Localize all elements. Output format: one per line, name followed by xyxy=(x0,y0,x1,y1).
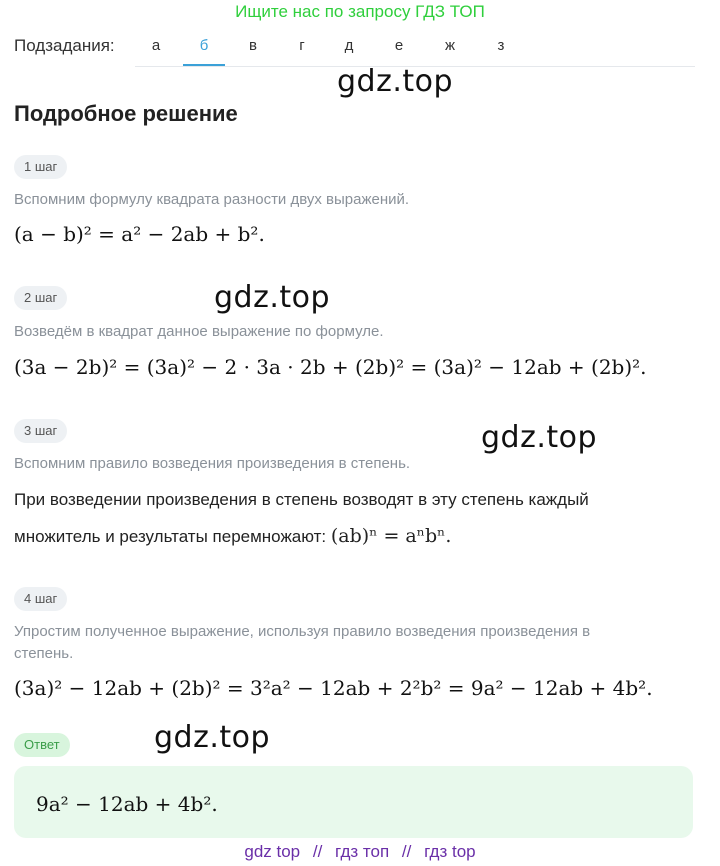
tab-v[interactable]: в xyxy=(249,37,257,54)
step-hint-line1: Упростим полученное выражение, используя правило возведения произведения в xyxy=(14,623,591,640)
tab-b[interactable]: б xyxy=(183,30,225,66)
step-formula: (3a)² − 12ab + (2b)² = 3²a² − 12ab + 2²b² = 9a² − 12ab + 4b². xyxy=(14,676,653,700)
answer-formula: 9a² − 12ab + 4b². xyxy=(36,792,218,816)
tab-a[interactable]: а xyxy=(151,37,161,54)
subtasks-label: Подзадания: xyxy=(14,36,115,55)
step-badge: 3 шаг xyxy=(14,419,67,443)
subtasks-tabs xyxy=(135,30,695,67)
tab-z[interactable]: з xyxy=(497,37,505,54)
step-hint: Возведём в квадрат данное выражение по формуле. xyxy=(14,323,384,340)
step-hint: Вспомним правило возведения произведения в степень. xyxy=(14,455,411,472)
step-badge: 1 шаг xyxy=(14,155,67,179)
step-hint: Вспомним формулу квадрата разности двух выражений. xyxy=(14,191,410,208)
search-promo-banner: Ищите нас по запросу ГДЗ ТОП xyxy=(235,2,485,21)
tab-g[interactable]: г xyxy=(299,37,305,54)
tab-e[interactable]: е xyxy=(394,37,404,54)
step-badge: 2 шаг xyxy=(14,286,67,310)
link-gdz-top-cyrillic[interactable]: гдз топ xyxy=(335,842,390,861)
rule-formula: (ab)ⁿ = aⁿbⁿ. xyxy=(330,525,452,547)
separator: // xyxy=(401,842,412,861)
rule-text-line1: При возведении произведения в степень возводят в эту степень каждый xyxy=(14,490,589,509)
step-badge: 4 шаг xyxy=(14,587,67,611)
section-title: Подробное решение xyxy=(14,101,238,126)
separator: // xyxy=(312,842,323,861)
tab-d[interactable]: д xyxy=(344,37,354,54)
answer-badge: Ответ xyxy=(14,733,70,757)
step-formula: (3a − 2b)² = (3a)² − 2 · 3a · 2b + (2b)² = (3a)² − 12ab + (2b)². xyxy=(14,355,647,379)
watermark: gdz.top xyxy=(154,720,271,755)
step-hint-line2: степень. xyxy=(14,645,74,662)
answer-box xyxy=(14,766,693,838)
rule-text: множитель и результаты перемножают: xyxy=(14,527,327,546)
watermark: gdz.top xyxy=(214,280,331,315)
link-gdz-top-latin[interactable]: gdz top xyxy=(244,842,301,861)
link-gdz-top-mixed[interactable]: гдз top xyxy=(424,842,476,861)
tab-zh[interactable]: ж xyxy=(444,37,456,54)
watermark: gdz.top xyxy=(337,64,454,99)
step-formula: (a − b)² = a² − 2ab + b². xyxy=(14,222,265,246)
bottom-links xyxy=(0,840,720,864)
rule-text-line2 xyxy=(14,518,451,555)
watermark: gdz.top xyxy=(481,420,598,455)
